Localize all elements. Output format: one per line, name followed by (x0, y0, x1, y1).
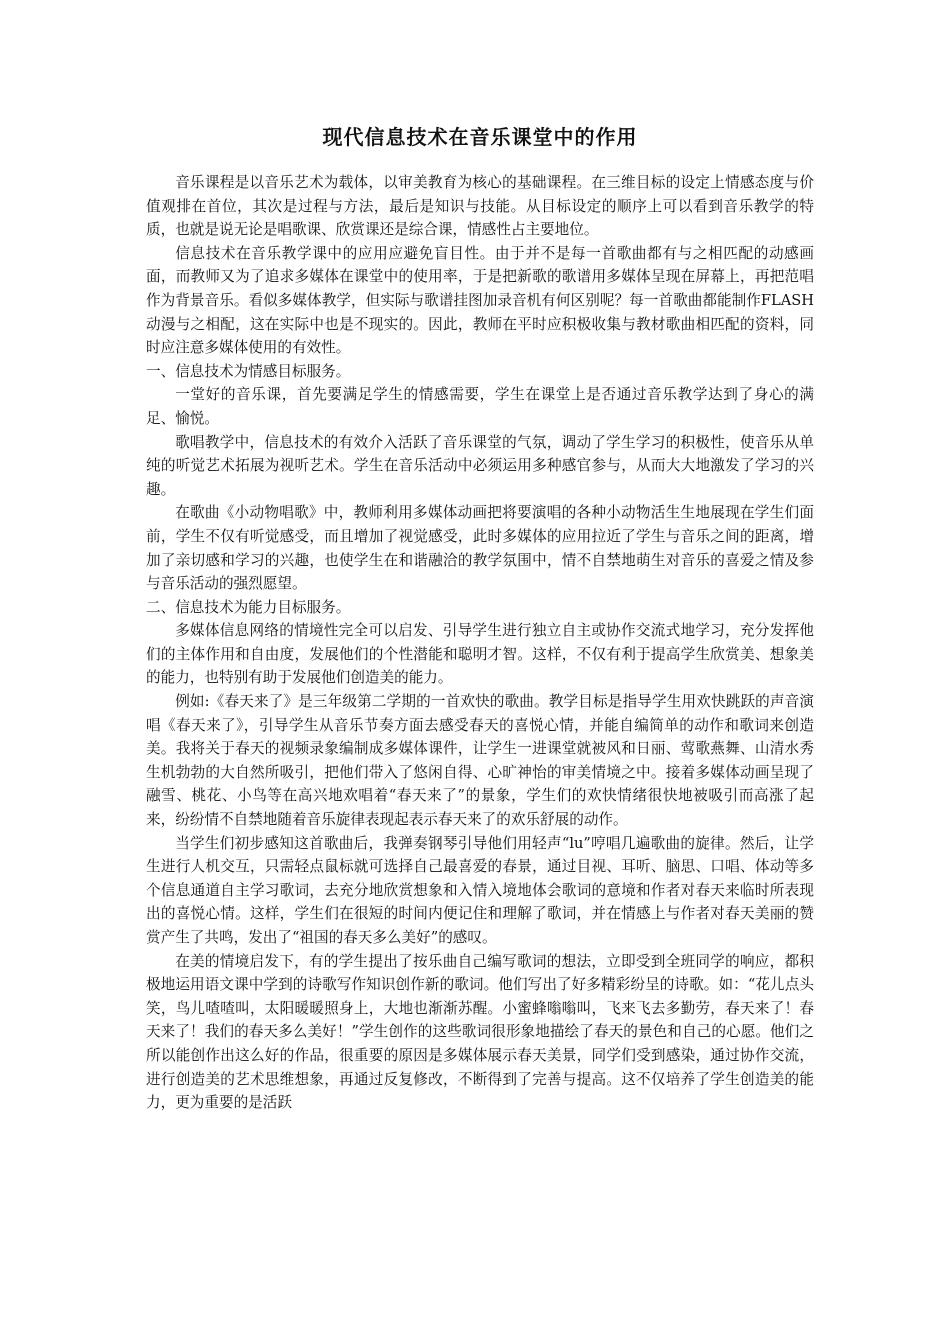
paragraph: 歌唱教学中，信息技术的有效介入活跃了音乐课堂的气氛，调动了学生学习的积极性，使音乐从单纯的听觉艺术拓展为视听艺术。学生在音乐活动中必须运用多种感官参与，从而大大地激发了学习的兴趣。 (146, 433, 814, 498)
paragraph: 例如:《春天来了》是三年级第二学期的一首欢快的歌曲。教学目标是指导学生用欢快跳跃的声音演唱《春天来了》，引导学生从音乐节奏方面去感受春天的喜悦心情，并能自编简单的动作和歌词来创造美。我将关于春天的视频录象编制成多媒体课件，让学生一进课堂就被风和日丽、莺歌燕舞、山清水秀生机勃勃的大自然所吸引，把他们带入了悠闲自得、心旷神怡的审美情境之中。接着多媒体动画呈现了融雪、桃花、小鸟等在高兴地欢唱着“春天来了”的景象，学生们的欢快情绪很快地被吸引而高涨了起来，纷纷情不自禁地随着音乐旋律表现起表示春天来了的欢乐舒展的动作。 (146, 693, 814, 829)
paragraph: 多媒体信息网络的情境性完全可以启发、引导学生进行独立自主或协作交流式地学习，充分发挥他们的主体作用和自由度，发展他们的个性潜能和聪明才智。这样，不仅有利于提高学生欣赏美、想象美的能力，也特别有助于发展他们创造美的能力。 (146, 622, 814, 687)
section-heading: 二、信息技术为能力目标服务。 (146, 598, 351, 616)
paragraph: 一堂好的音乐课，首先要满足学生的情感需要，学生在课堂上是否通过音乐教学达到了身心的满足、愉悦。 (146, 386, 814, 427)
document-title: 现代信息技术在音乐课堂中的作用 (322, 125, 638, 149)
section-heading: 一、信息技术为情感目标服务。 (146, 362, 351, 380)
document-body (146, 171, 814, 1115)
paragraph: 当学生们初步感知这首歌曲后，我弹奏钢琴引导他们用轻声“lu”哼唱几遍歌曲的旋律。然后，让学生进行人机交互，只需轻点鼠标就可选择自己最喜爱的春景，通过目视、耳听、脑思、口唱、体动等多个信息通道自主学习歌词，去充分地欣赏想象和入情入境地体会歌词的意境和作者对春天来临时所表现出的喜悦心情。这样，学生们在很短的时间内便记住和理解了歌词，并在情感上与作者对春天美丽的赞赏产生了共鸣，发出了“祖国的春天多么美好”的感叹。 (146, 834, 814, 946)
paragraph: 信息技术在音乐教学课中的应用应避免盲目性。由于并不是每一首歌曲都有与之相匹配的动感画面，而教师又为了追求多媒体在课堂中的使用率，于是把新歌的歌谱用多媒体呈现在屏幕上，再把范唱作为背景音乐。看似多媒体教学，但实际与歌谱挂图加录音机有何区别呢？每一首歌曲都能制作FLASH动漫与之相配，这在实际中也是不现实的。因此，教师在平时应积极收集与教材歌曲相匹配的资料，同时应注意多媒体使用的有效性。 (146, 244, 814, 357)
paragraph: 音乐课程是以音乐艺术为载体，以审美教育为核心的基础课程。在三维目标的设定上情感态度与价值观排在首位，其次是过程与方法，最后是知识与技能。从目标设定的顺序上可以看到音乐教学的特质，也就是说无论是唱歌课、欣赏课还是综合课，情感性占主要地位。 (146, 174, 814, 239)
paragraph: 在美的情境启发下，有的学生提出了按乐曲自己编写歌词的想法，立即受到全班同学的响应，都积极地运用语文课中学到的诗歌写作知识创作新的歌词。他们写出了好多精彩纷呈的诗歌。如：“花儿点头笑，鸟儿喳喳叫，太阳暖暖照身上，大地也渐渐苏醒。小蜜蜂嗡嗡叫，飞来飞去多勤劳，春天来了！春天来了！我们的春天多么美好！”学生创作的这些歌词很形象地描绘了春天的景色和自己的心愿。他们之所以能创作出这么好的作品，很重要的原因是多媒体展示春天美景，同学们受到感染，通过协作交流，进行创造美的艺术思维想象，再通过反复修改，不断得到了完善与提高。这不仅培养了学生创造美的能力，更为重要的是活跃 (146, 952, 814, 1112)
paragraph: 在歌曲《小动物唱歌》中，教师利用多媒体动画把将要演唱的各种小动物活生生地展现在学生们面前，学生不仅有听觉感受，而且增加了视觉感受，此时多媒体的应用拉近了学生与音乐之间的距离，增加了亲切感和学习的兴趣，也使学生在和谐融洽的教学氛围中，情不自禁地萌生对音乐的喜爱之情及参与音乐活动的强烈愿望。 (146, 504, 814, 593)
document-page (146, 0, 814, 1115)
